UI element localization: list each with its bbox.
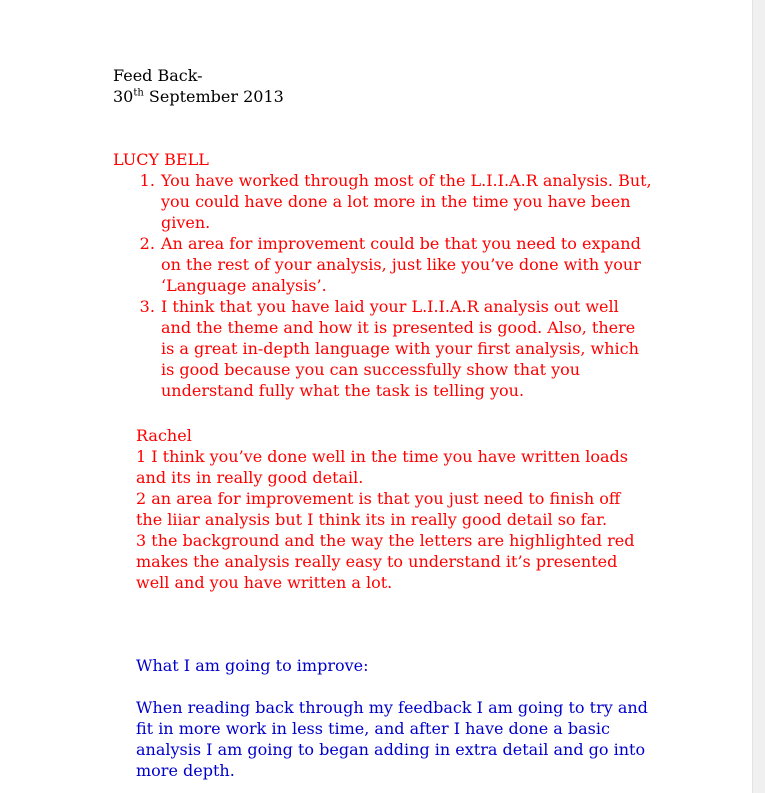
date-day: 30 — [113, 87, 134, 106]
lucy-feedback-item-2: 2. An area for improvement could be that you need to expand on the rest of your analysis, just like you’ve done with your ‘Language analysis’. — [160, 233, 653, 296]
rachel-feedback-section — [136, 425, 651, 593]
lucy-feedback-item-3: 3. I think that you have laid your L.I.I.A.R analysis out well and the theme and how it is presented is good. Also, there is a great in-depth language with your first analysis, which is good because you can successfully show that you understand fully what the task is telling you. — [160, 296, 653, 401]
rachel-feedback-item-3: 3 the background and the way the letters are highlighted red makes the analysis really easy to understand it’s presented well and you have written a lot. — [136, 531, 635, 592]
rachel-name: Rachel — [136, 426, 192, 445]
lucy-feedback-item-1: 1. You have worked through most of the L.I.I.A.R analysis. But, you could have done a lot more in the time you have been given. — [160, 170, 653, 233]
lucy-name: LUCY BELL — [113, 150, 209, 169]
date-suffix: th — [133, 87, 144, 99]
lucy-feedback-section — [113, 149, 653, 401]
rachel-feedback-item-2: 2 an area for improvement is that you just need to finish off the liiar analysis but I think its in really good detail so far. — [136, 489, 621, 529]
improvement-section — [136, 655, 656, 781]
rachel-feedback-item-1: 1 I think you’ve done well in the time you have written loads and its in really good detail. — [136, 447, 628, 487]
document-title: Feed Back- — [113, 66, 203, 85]
paragraph-gap — [136, 676, 656, 697]
document-date — [113, 86, 673, 107]
date-rest: September 2013 — [143, 87, 284, 106]
lucy-feedback-list — [113, 170, 653, 401]
window-scroll-edge[interactable] — [752, 0, 765, 793]
improvement-body: When reading back through my feedback I am going to try and fit in more work in less time, and after I have done a basic analysis I am going to began adding in extra detail and go into more depth. — [136, 698, 648, 780]
improvement-heading: What I am going to improve: — [136, 656, 369, 675]
document-header — [113, 65, 673, 107]
